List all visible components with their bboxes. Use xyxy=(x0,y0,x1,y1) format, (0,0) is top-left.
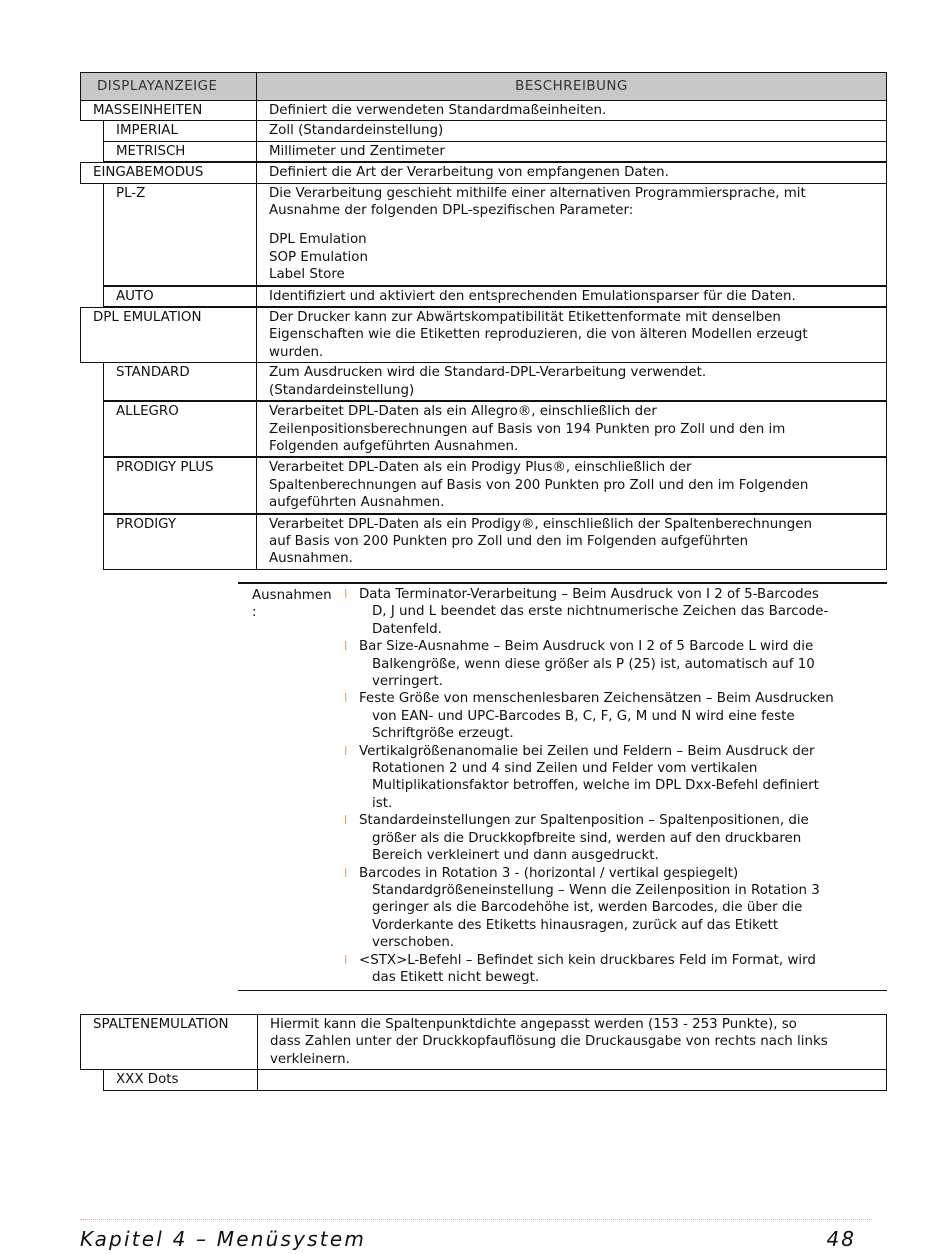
item-line: Barcodes in Rotation 3 - (horizontal / vertikal gespiegelt) xyxy=(359,865,739,881)
item-line: Data Terminator-Verarbeitung – Beim Ausdruck von I 2 of 5-Barcodes xyxy=(359,587,819,602)
item-line: Rotationen 2 und 4 sind Zeilen und Felder vom vertikalen xyxy=(372,761,758,777)
bullet-icon: ❘ xyxy=(342,589,350,599)
list-item xyxy=(342,690,872,742)
item-line: verringert. xyxy=(372,674,443,690)
row-desc xyxy=(256,401,887,457)
item-line: geringer als die Barcodehöhe ist, werden Barcodes, die über die xyxy=(372,900,803,916)
table-row xyxy=(103,514,887,570)
list-item xyxy=(342,586,872,638)
desc-line: SOP Emulation xyxy=(269,249,368,265)
desc-line xyxy=(270,1071,874,1088)
row-desc xyxy=(256,101,887,121)
row-label xyxy=(103,363,256,401)
row-desc xyxy=(256,162,887,183)
row-desc xyxy=(256,363,887,401)
row-desc xyxy=(256,142,887,162)
desc-spacer xyxy=(269,219,874,231)
desc-line: dass Zahlen unter der Druckkopfauflösung die Druckausgabe von rechts nach links xyxy=(270,1034,828,1050)
desc-line: Hiermit kann die Spaltenpunktdichte angepasst werden (153 - 253 Punkte), so xyxy=(270,1017,797,1032)
row-label xyxy=(103,514,256,570)
item-line: Vorderkante des Etiketts hinausragen, zurück auf das Etikett xyxy=(372,917,779,933)
item-line: Feste Größe von menschenlesbaren Zeichensätzen – Beim Ausdrucken xyxy=(359,691,834,707)
desc-line: Definiert die verwendeten Standardmaßeinheiten. xyxy=(269,103,607,118)
row-label-text: ALLEGRO xyxy=(116,404,179,420)
table-row xyxy=(103,457,887,513)
item-line: Bar Size-Ausnahme – Beim Ausdruck von I 2 of 5 Barcode L wird die xyxy=(359,639,814,655)
row-label-text: AUTO xyxy=(116,288,154,304)
desc-line: Ausnahme der folgenden DPL-spezifischen Parameter: xyxy=(269,203,634,219)
list-item xyxy=(342,812,872,864)
row-label-text: METRISCH xyxy=(116,143,186,159)
table-row xyxy=(103,363,887,401)
row-label-text: DPL EMULATION xyxy=(93,310,202,326)
row-label xyxy=(103,184,256,286)
desc-line: aufgeführten Ausnahmen. xyxy=(269,495,445,511)
item-line: Schriftgröße erzeugt. xyxy=(372,726,514,742)
row-label-text: PRODIGY xyxy=(116,516,177,532)
item-line: ist. xyxy=(372,795,393,811)
exceptions-section xyxy=(238,582,887,991)
desc-line: wurden. xyxy=(269,344,324,360)
desc-line: Zum Ausdrucken wird die Standard-DPL-Verarbeitung verwendet. xyxy=(269,365,707,381)
list-item xyxy=(342,865,872,952)
bullet-icon: ❘ xyxy=(342,815,350,826)
desc-line: Zeilenpositionsberechnungen auf Basis von 194 Punkten pro Zoll und den im xyxy=(269,421,786,437)
desc-line: Label Store xyxy=(269,267,345,283)
desc-line: Zoll (Standardeinstellung) xyxy=(269,123,444,139)
bullet-icon: ❘ xyxy=(342,745,350,756)
desc-line: Eigenschaften wie die Etiketten reproduzieren, die von älteren Modellen erzeugt xyxy=(269,327,808,343)
item-line: von EAN- und UPC-Barcodes B, C, F, G, M und N wird eine feste xyxy=(372,708,795,724)
item-line: Datenfeld. xyxy=(372,621,442,637)
table-row xyxy=(103,142,887,162)
item-line: Balkengröße, wenn diese größer als P (25) ist, automatisch auf 10 xyxy=(372,656,815,672)
row-label xyxy=(80,1014,257,1070)
exceptions-label-colon: : xyxy=(252,605,257,621)
table-row xyxy=(80,307,887,363)
desc-line: DPL Emulation xyxy=(269,232,367,248)
desc-line: Die Verarbeitung geschieht mithilfe einer alternativen Programmiersprache, mit xyxy=(269,185,806,201)
item-line: größer als die Druckkopfbreite sind, werden auf den druckbaren xyxy=(372,830,802,846)
desc-line: Verarbeitet DPL-Daten als ein Allegro®, einschließlich der xyxy=(269,404,657,420)
row-label-text: XXX Dots xyxy=(116,1072,179,1088)
row-desc xyxy=(257,1070,887,1090)
header-beschreibung xyxy=(256,72,887,101)
item-line: Bereich verkleinert und dann ausgedruckt. xyxy=(372,848,659,864)
row-label xyxy=(103,457,256,513)
row-desc xyxy=(256,514,887,570)
row-label xyxy=(103,142,256,162)
row-label xyxy=(103,286,256,307)
exceptions-list xyxy=(342,586,872,986)
header-col1-text: DISPLAYANZEIGE xyxy=(97,79,218,94)
item-line: Standardgrößeneinstellung – Wenn die Zeilenposition in Rotation 3 xyxy=(372,882,820,898)
exceptions-label xyxy=(252,587,342,622)
column-emulation-table xyxy=(80,1014,887,1091)
list-item xyxy=(342,743,872,813)
row-label xyxy=(80,307,256,363)
row-desc xyxy=(256,121,887,141)
bullet-icon: ❘ xyxy=(342,954,350,965)
bullet-icon: ❘ xyxy=(342,693,350,704)
item-line: <STX>L-Befehl – Befindet sich kein druckbares Feld im Format, wird xyxy=(359,952,816,968)
row-label-text: SPALTENEMULATION xyxy=(93,1017,229,1032)
row-label xyxy=(80,162,256,183)
table-row xyxy=(103,184,887,286)
desc-line: Definiert die Art der Verarbeitung von empfangenen Daten. xyxy=(269,165,669,181)
row-label-text: PL-Z xyxy=(116,185,146,201)
table-row xyxy=(103,401,887,457)
desc-line: Verarbeitet DPL-Daten als ein Prodigy Plus®, einschließlich der xyxy=(269,460,692,476)
header-col2-text: BESCHREIBUNG xyxy=(515,79,628,94)
desc-line: (Standardeinstellung) xyxy=(269,382,415,398)
row-label xyxy=(103,121,256,141)
chapter-title: Kapitel 4 – Menüsystem xyxy=(80,1227,367,1251)
desc-line: Verarbeitet DPL-Daten als ein Prodigy®, einschließlich der Spaltenberechnungen xyxy=(269,516,812,532)
item-line: Vertikalgrößenanomalie bei Zeilen und Feldern – Beim Ausdruck der xyxy=(359,743,815,759)
row-label-text: EINGABEMODUS xyxy=(93,165,204,181)
desc-line: auf Basis von 200 Punkten pro Zoll und den im Folgenden aufgeführten xyxy=(269,533,749,549)
item-line: das Etikett nicht bewegt. xyxy=(372,969,540,985)
table-row xyxy=(80,162,887,183)
desc-line: Millimeter und Zentimeter xyxy=(269,143,445,159)
row-desc xyxy=(256,457,887,513)
list-item xyxy=(342,952,872,987)
row-label xyxy=(103,1070,257,1090)
item-line: Multiplikationsfaktor betroffen, welche im DPL Dxx-Befehl definiert xyxy=(372,778,819,794)
desc-line: verkleinern. xyxy=(270,1051,350,1067)
desc-line: Der Drucker kann zur Abwärtskompatibilität Etikettenformate mit denselben xyxy=(269,310,781,326)
row-desc xyxy=(256,184,887,286)
desc-line: Folgenden aufgeführten Ausnahmen. xyxy=(269,438,519,454)
row-desc xyxy=(256,286,887,307)
exceptions-label-text: Ausnahmen xyxy=(252,588,332,603)
table-header xyxy=(80,72,887,101)
row-desc xyxy=(256,307,887,363)
table-row xyxy=(103,1070,887,1090)
item-line: Standardeinstellungen zur Spaltenposition – Spaltenpositionen, die xyxy=(359,813,809,829)
row-label-text: PRODIGY PLUS xyxy=(116,460,214,476)
settings-table xyxy=(80,72,887,570)
row-desc xyxy=(257,1014,887,1070)
item-line: D, J und L beendet das erste nichtnumerische Zeichen das Barcode- xyxy=(372,604,829,620)
header-displayanzeige xyxy=(80,72,256,101)
page-number: 48 xyxy=(826,1227,856,1251)
desc-line: Spaltenberechnungen auf Basis von 200 Punkten pro Zoll und den im Folgenden xyxy=(269,477,809,493)
row-label-text: STANDARD xyxy=(116,365,190,381)
desc-line: Ausnahmen. xyxy=(269,551,353,567)
table-row xyxy=(80,101,887,121)
item-line: verschoben. xyxy=(372,935,455,951)
desc-line: Identifiziert und aktiviert den entsprechenden Emulationsparser für die Daten. xyxy=(269,288,796,304)
table-row xyxy=(80,1014,887,1070)
row-label-text: IMPERIAL xyxy=(116,123,178,139)
bullet-icon: ❘ xyxy=(342,867,350,878)
page-footer xyxy=(80,1219,872,1251)
bullet-icon: ❘ xyxy=(342,641,350,652)
row-label-text: MASSEINHEITEN xyxy=(93,103,203,118)
row-label xyxy=(80,101,256,121)
table-row xyxy=(103,286,887,307)
table-row xyxy=(103,121,887,141)
row-label xyxy=(103,401,256,457)
list-item xyxy=(342,638,872,690)
